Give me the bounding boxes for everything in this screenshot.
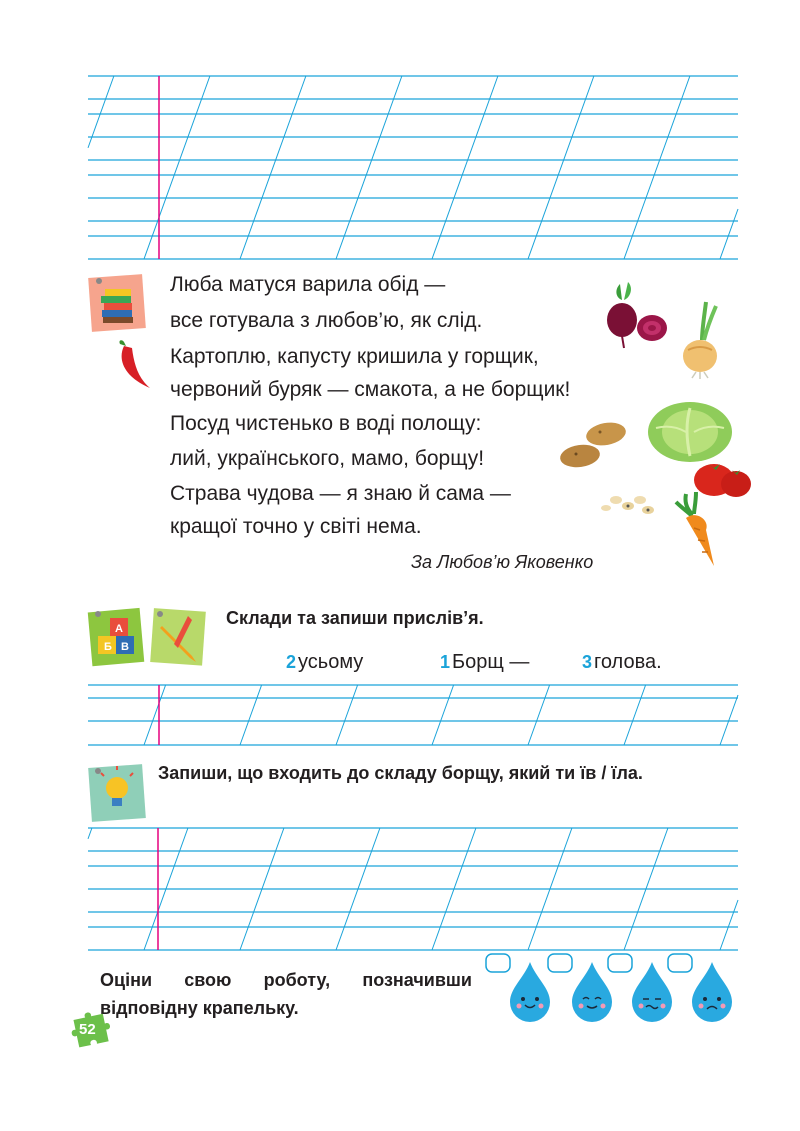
carrot-icon — [670, 490, 726, 570]
water-drop-icon[interactable] — [608, 954, 672, 1022]
svg-text:А: А — [115, 623, 123, 635]
potato-icon — [556, 420, 630, 472]
slant-line — [720, 209, 738, 259]
svg-text:Б: Б — [104, 641, 112, 653]
slant-line — [336, 76, 402, 259]
slant-line — [432, 76, 498, 259]
writing-block-proverb — [88, 685, 738, 745]
word-number: 1 — [440, 652, 451, 672]
poem-line: все готувала з любов’ю, як слід. — [170, 309, 483, 332]
slant-line — [624, 76, 690, 259]
slant-line — [240, 685, 262, 745]
slant-line — [720, 695, 738, 745]
poem-line: Люба матуся варила обід — — [170, 273, 446, 296]
drops-row — [484, 952, 744, 1026]
onion-icon — [676, 300, 726, 380]
slant-line — [144, 76, 210, 259]
proverb-word-1 — [440, 651, 529, 674]
water-drop-icon[interactable] — [548, 954, 612, 1022]
page-number: 52 — [79, 1021, 96, 1038]
slant-line — [144, 685, 166, 745]
chili-pepper-icon — [112, 338, 154, 392]
slant-line — [720, 900, 738, 950]
word-number: 3 — [582, 652, 593, 672]
water-drop-icon[interactable] — [668, 954, 732, 1022]
word-text: Борщ — — [452, 651, 530, 673]
books-icon — [86, 272, 148, 334]
abc-blocks-icon — [86, 604, 148, 670]
poem-author: За Любов’ю Яковенко — [411, 552, 594, 572]
slant-line — [432, 685, 454, 745]
pencil-icon — [148, 604, 210, 670]
poem-line: Страва чудова — я знаю й сама — — [170, 482, 511, 505]
beet-icon — [600, 280, 672, 352]
proverb-word-3 — [582, 651, 662, 674]
writing-block-top — [88, 76, 738, 259]
task-borscht-title: Запиши, що входить до складу борщу, який ти їв / їла. — [158, 763, 643, 783]
svg-text:В: В — [121, 641, 129, 653]
writing-block-borscht — [88, 828, 738, 950]
proverb-word-2 — [286, 651, 363, 674]
poem-line: лий, українського, мамо, борщу! — [170, 447, 485, 470]
cabbage-icon — [646, 398, 734, 464]
slant-line — [88, 828, 92, 839]
lightbulb-icon — [86, 762, 148, 824]
word-text: голова. — [594, 651, 662, 673]
assessment-text: Оціни свою роботу, позначивши відповідну крапельку. — [100, 970, 472, 1018]
slant-line — [528, 685, 550, 745]
word-number: 2 — [286, 652, 297, 672]
poem-line: Посуд чистенько в воді полощу: — [170, 412, 482, 435]
poem-line: кращої точно у світі нема. — [170, 515, 422, 538]
water-drop-icon[interactable] — [486, 954, 550, 1022]
slant-line — [336, 685, 358, 745]
poem-line: Картоплю, капусту кришила у горщик, — [170, 345, 539, 368]
beans-icon — [596, 492, 660, 520]
word-text: усьому — [298, 651, 364, 673]
task-proverb-title: Склади та запиши прислів’я. — [226, 608, 484, 628]
slant-line — [624, 685, 646, 745]
slant-line — [240, 76, 306, 259]
poem-line: червоний буряк — смакота, а не борщик! — [170, 378, 571, 401]
slant-line — [528, 76, 594, 259]
